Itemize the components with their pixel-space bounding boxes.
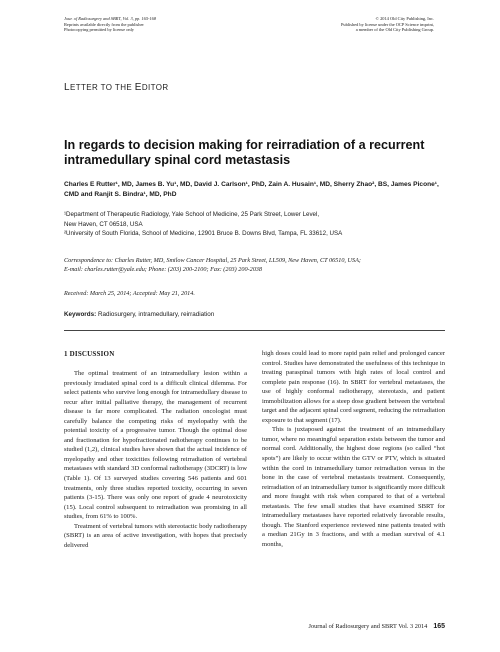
page-number: 165 [433, 623, 445, 630]
running-header-left [64, 16, 156, 33]
affiliation-1: ¹Department of Therapeutic Radiology, Yale School of Medicine, 25 Park Street, Lower Level, [64, 211, 320, 218]
affiliation-1-city: New Haven, CT 06518, USA [64, 220, 143, 228]
page-footer [270, 623, 445, 630]
author-list: Charles E Rutter¹, MD, James B. Yu¹, MD, David J. Carlson¹, PhD, Zain A. Husain¹, MD, Sherry Zhao², BS, James Picone¹, CMD and Ranjit S. Bindra¹, MD, PhD [64, 181, 439, 199]
reprint-note: Reprints available directly from the publisher [64, 21, 144, 27]
paragraph: high doses could lead to more rapid pain relief and prolonged cancer control. Studies have demonstrated the usefulness of this technique in treating paraspinal tumors with high rates of local control and complete pain response (16). In SBRT for vertebral metastases, the use of highly conformal radiotherapy, stereotaxis, and patient immobilization allows for a steep dose gradient between the vertebral target and the adjacent spinal cord segment, reducing the reirradiation exposure to that segment (17). [262, 350, 445, 424]
article-title: In regards to decision making for reirradiation of a recurrent intramedullary spinal cord metastasis [64, 138, 425, 167]
paragraph: This is juxtaposed against the treatment of an intramedullary tumor, where no meaningful separation exists between the tumor and normal cord. Additionally, the highest dose regions (so called “hot spots”) are likely to occur within the GTV or PTV, which is situated within the cord in intramedullary tumor reirradiation versus in the bone in the case of vertebral metastasis treatment. Consequently, reirradiation of an intramedullary tumor is significantly more difficult and more fraught with risk when compared to that of a vertebral metastasis. The few small studies that have examined SBRT for intramedullary metastases have reported relatively favorable results, though. The Stanford experience reviewed nine patients treated with a median 21Gy in 3 fractions, and with a median survival of 4.1 months, [262, 426, 445, 548]
correspondence [64, 256, 454, 275]
journal-citation: Jour. of Radiosurgery and SBRT, Vol. 3, pp. 165-168 [64, 16, 157, 21]
correspondence-address: Correspondence to: Charles Rutter, MD, Smilow Cancer Hospital, 25 Park Street, LL509, New Haven, CT 06510, USA; [64, 257, 361, 264]
footer-journal: Journal of Radiosurgery and SBRT Vol. 3 2014 [308, 623, 428, 630]
license-line: Published by license under the OCP Science imprint, [340, 21, 434, 27]
photocopy-note: Photocopying permitted by license only [64, 27, 134, 33]
affiliation-2: ²University of South Florida, School of Medicine, 12901 Bruce B. Downs Blvd, Tampa, FL 33612, USA [64, 230, 343, 238]
body-column-right [262, 349, 445, 549]
keywords [64, 311, 214, 318]
keywords-value: Radiosurgery, intramedullary, reirradiation [96, 311, 215, 318]
divider-rule [64, 330, 445, 331]
paragraph: Treatment of vertebral tumors with stereotactic body radiotherapy (SBRT) is an area of active investigation, with hopes that precisely delivered [64, 522, 247, 549]
section-heading: 1 DISCUSSION [64, 350, 115, 358]
publisher-group-line: a member of the Old City Publishing Group. [355, 27, 434, 33]
article-type: LETTER TO THE EDITOR [64, 82, 169, 93]
keywords-label: Keywords: [64, 311, 97, 318]
correspondence-contact: E-mail: charles.rutter@yale.edu; Phone: (203) 200-2100; Fax: (203) 200-2038 [64, 266, 262, 274]
body-column-left [64, 369, 247, 550]
copyright-line: © 2014 Old City Publishing, Inc. [375, 16, 434, 21]
paragraph: The optimal treatment of an intramedullary lesion within a previously irradiated spinal cord is a difficult clinical dilemma. For select patients who survive long enough for intramedullary disease to recur after initial palliative therapy, the management of recurrent disease is far more complicated. The radiation oncologist must carefully balance the competing risks of myelopathy with the potential toxicity of a progressive tumor. Though the optimal dose and fractionation for hypofractionated radiotherapy continues to be studied (1,2), clinical studies have shown that the actual incidence of myelopathy and other toxicities following reirradiation of vertebral metastases with standard 3D conformal radiotherapy (3DCRT) is low (Table 1). Of 13 surveyed studies covering 546 patients and 601 treatments, only three studies reported toxicity, occurring in seven patients (3-15). There was only one report of grade 4 neurotoxicity (15). Local control subsequent to reirradiation was promising in all studies, from 61% to 100%. [64, 370, 247, 521]
article-dates: Received: March 25, 2014; Accepted: May 21, 2014. [64, 290, 195, 297]
running-header-right [341, 16, 434, 33]
affiliations [64, 210, 454, 239]
